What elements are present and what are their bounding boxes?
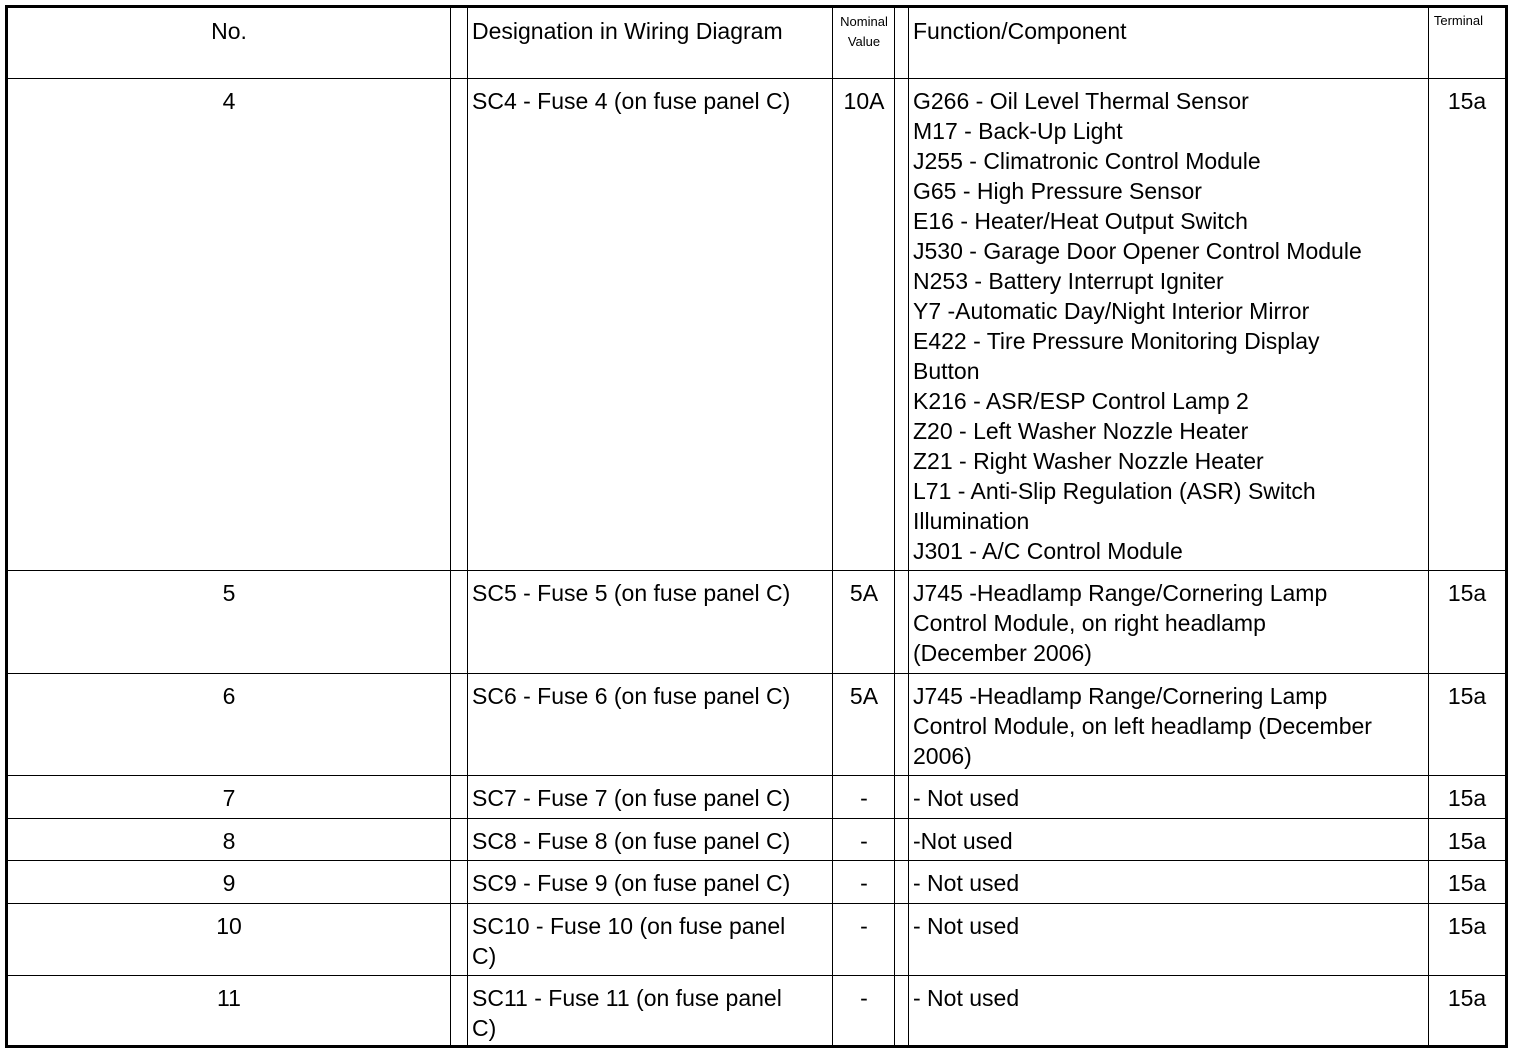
- fuse-function: J745 -Headlamp Range/Cornering Lamp Control Module, on right headlamp (December 2006): [913, 580, 1328, 666]
- fuse-nominal-value: -: [860, 828, 868, 854]
- fuse-number: 11: [217, 985, 241, 1011]
- table-row: [8, 818, 1505, 860]
- header-terminal: Terminal: [1433, 13, 1483, 28]
- fuse-terminal: 15a: [1447, 88, 1487, 114]
- header-designation: Designation in Wiring Diagram: [472, 18, 783, 44]
- fuse-terminal: 15a: [1447, 985, 1487, 1011]
- fuse-terminal: 15a: [1447, 913, 1487, 939]
- table-row: [8, 78, 1505, 570]
- fuse-number: 7: [222, 785, 236, 811]
- fuse-table: [5, 5, 1508, 1048]
- table-row: [8, 903, 1505, 975]
- fuse-nominal-value: -: [860, 913, 868, 939]
- fuse-terminal: 15a: [1447, 828, 1487, 854]
- table-row: [8, 570, 1505, 673]
- fuse-terminal: 15a: [1447, 580, 1487, 606]
- header-function: Function/Component: [913, 18, 1127, 44]
- fuse-terminal: 15a: [1447, 785, 1487, 811]
- fuse-terminal: 15a: [1447, 870, 1487, 896]
- fuse-number: 9: [222, 870, 236, 896]
- header-nominal-value: Nominal Value: [840, 14, 888, 49]
- fuse-nominal-value: 5A: [849, 683, 879, 709]
- fuse-designation: SC7 - Fuse 7 (on fuse panel C): [472, 785, 791, 811]
- table-row: [8, 860, 1505, 903]
- fuse-function: -Not used: [913, 828, 1013, 854]
- fuse-designation: SC8 - Fuse 8 (on fuse panel C): [472, 828, 791, 854]
- fuse-function: - Not used: [913, 985, 1020, 1011]
- fuse-function: - Not used: [913, 913, 1020, 939]
- fuse-number: 8: [222, 828, 236, 854]
- table-row: [8, 673, 1505, 775]
- fuse-designation: SC10 - Fuse 10 (on fuse panel C): [472, 913, 786, 969]
- fuse-function: - Not used: [913, 785, 1020, 811]
- table-row: [8, 775, 1505, 818]
- fuse-designation: SC4 - Fuse 4 (on fuse panel C): [472, 88, 791, 114]
- fuse-number: 10: [216, 913, 242, 939]
- fuse-number: 4: [222, 88, 236, 114]
- fuse-designation: SC9 - Fuse 9 (on fuse panel C): [472, 870, 791, 896]
- fuse-function: - Not used: [913, 870, 1020, 896]
- fuse-designation: SC11 - Fuse 11 (on fuse panel C): [472, 985, 782, 1041]
- fuse-nominal-value: -: [860, 870, 868, 896]
- fuse-nominal-value: -: [860, 785, 868, 811]
- fuse-nominal-value: 5A: [849, 580, 879, 606]
- header-no: No.: [211, 18, 247, 44]
- fuse-number: 5: [222, 580, 236, 606]
- table-header: [8, 8, 1505, 78]
- fuse-nominal-value: 10A: [843, 88, 885, 114]
- table-row: [8, 975, 1505, 1045]
- fuse-designation: SC6 - Fuse 6 (on fuse panel C): [472, 683, 791, 709]
- fuse-nominal-value: -: [860, 985, 868, 1011]
- fuse-function: J745 -Headlamp Range/Cornering Lamp Control Module, on left headlamp (December 2006): [913, 683, 1372, 769]
- fuse-function: G266 - Oil Level Thermal Sensor M17 - Back-Up Light J255 - Climatronic Control Module G65 - High Pressure Sensor E16 - Heater/Heat Output Switch J530 - Garage Door Opener Control Module N253 - Battery Interrupt Igniter Y7 -Automatic Day/Night Interior Mirror E422 - Tire Pressure Monitoring Display Button K216 - ASR/ESP Control Lamp 2 Z20 - Left Washer Nozzle Heater Z21 - Right Washer Nozzle Heater L71 - Anti-Slip Regulation (ASR) Switch Illumination J301 - A/C Control Module: [913, 88, 1362, 564]
- fuse-number: 6: [222, 683, 236, 709]
- fuse-designation: SC5 - Fuse 5 (on fuse panel C): [472, 580, 791, 606]
- fuse-terminal: 15a: [1447, 683, 1487, 709]
